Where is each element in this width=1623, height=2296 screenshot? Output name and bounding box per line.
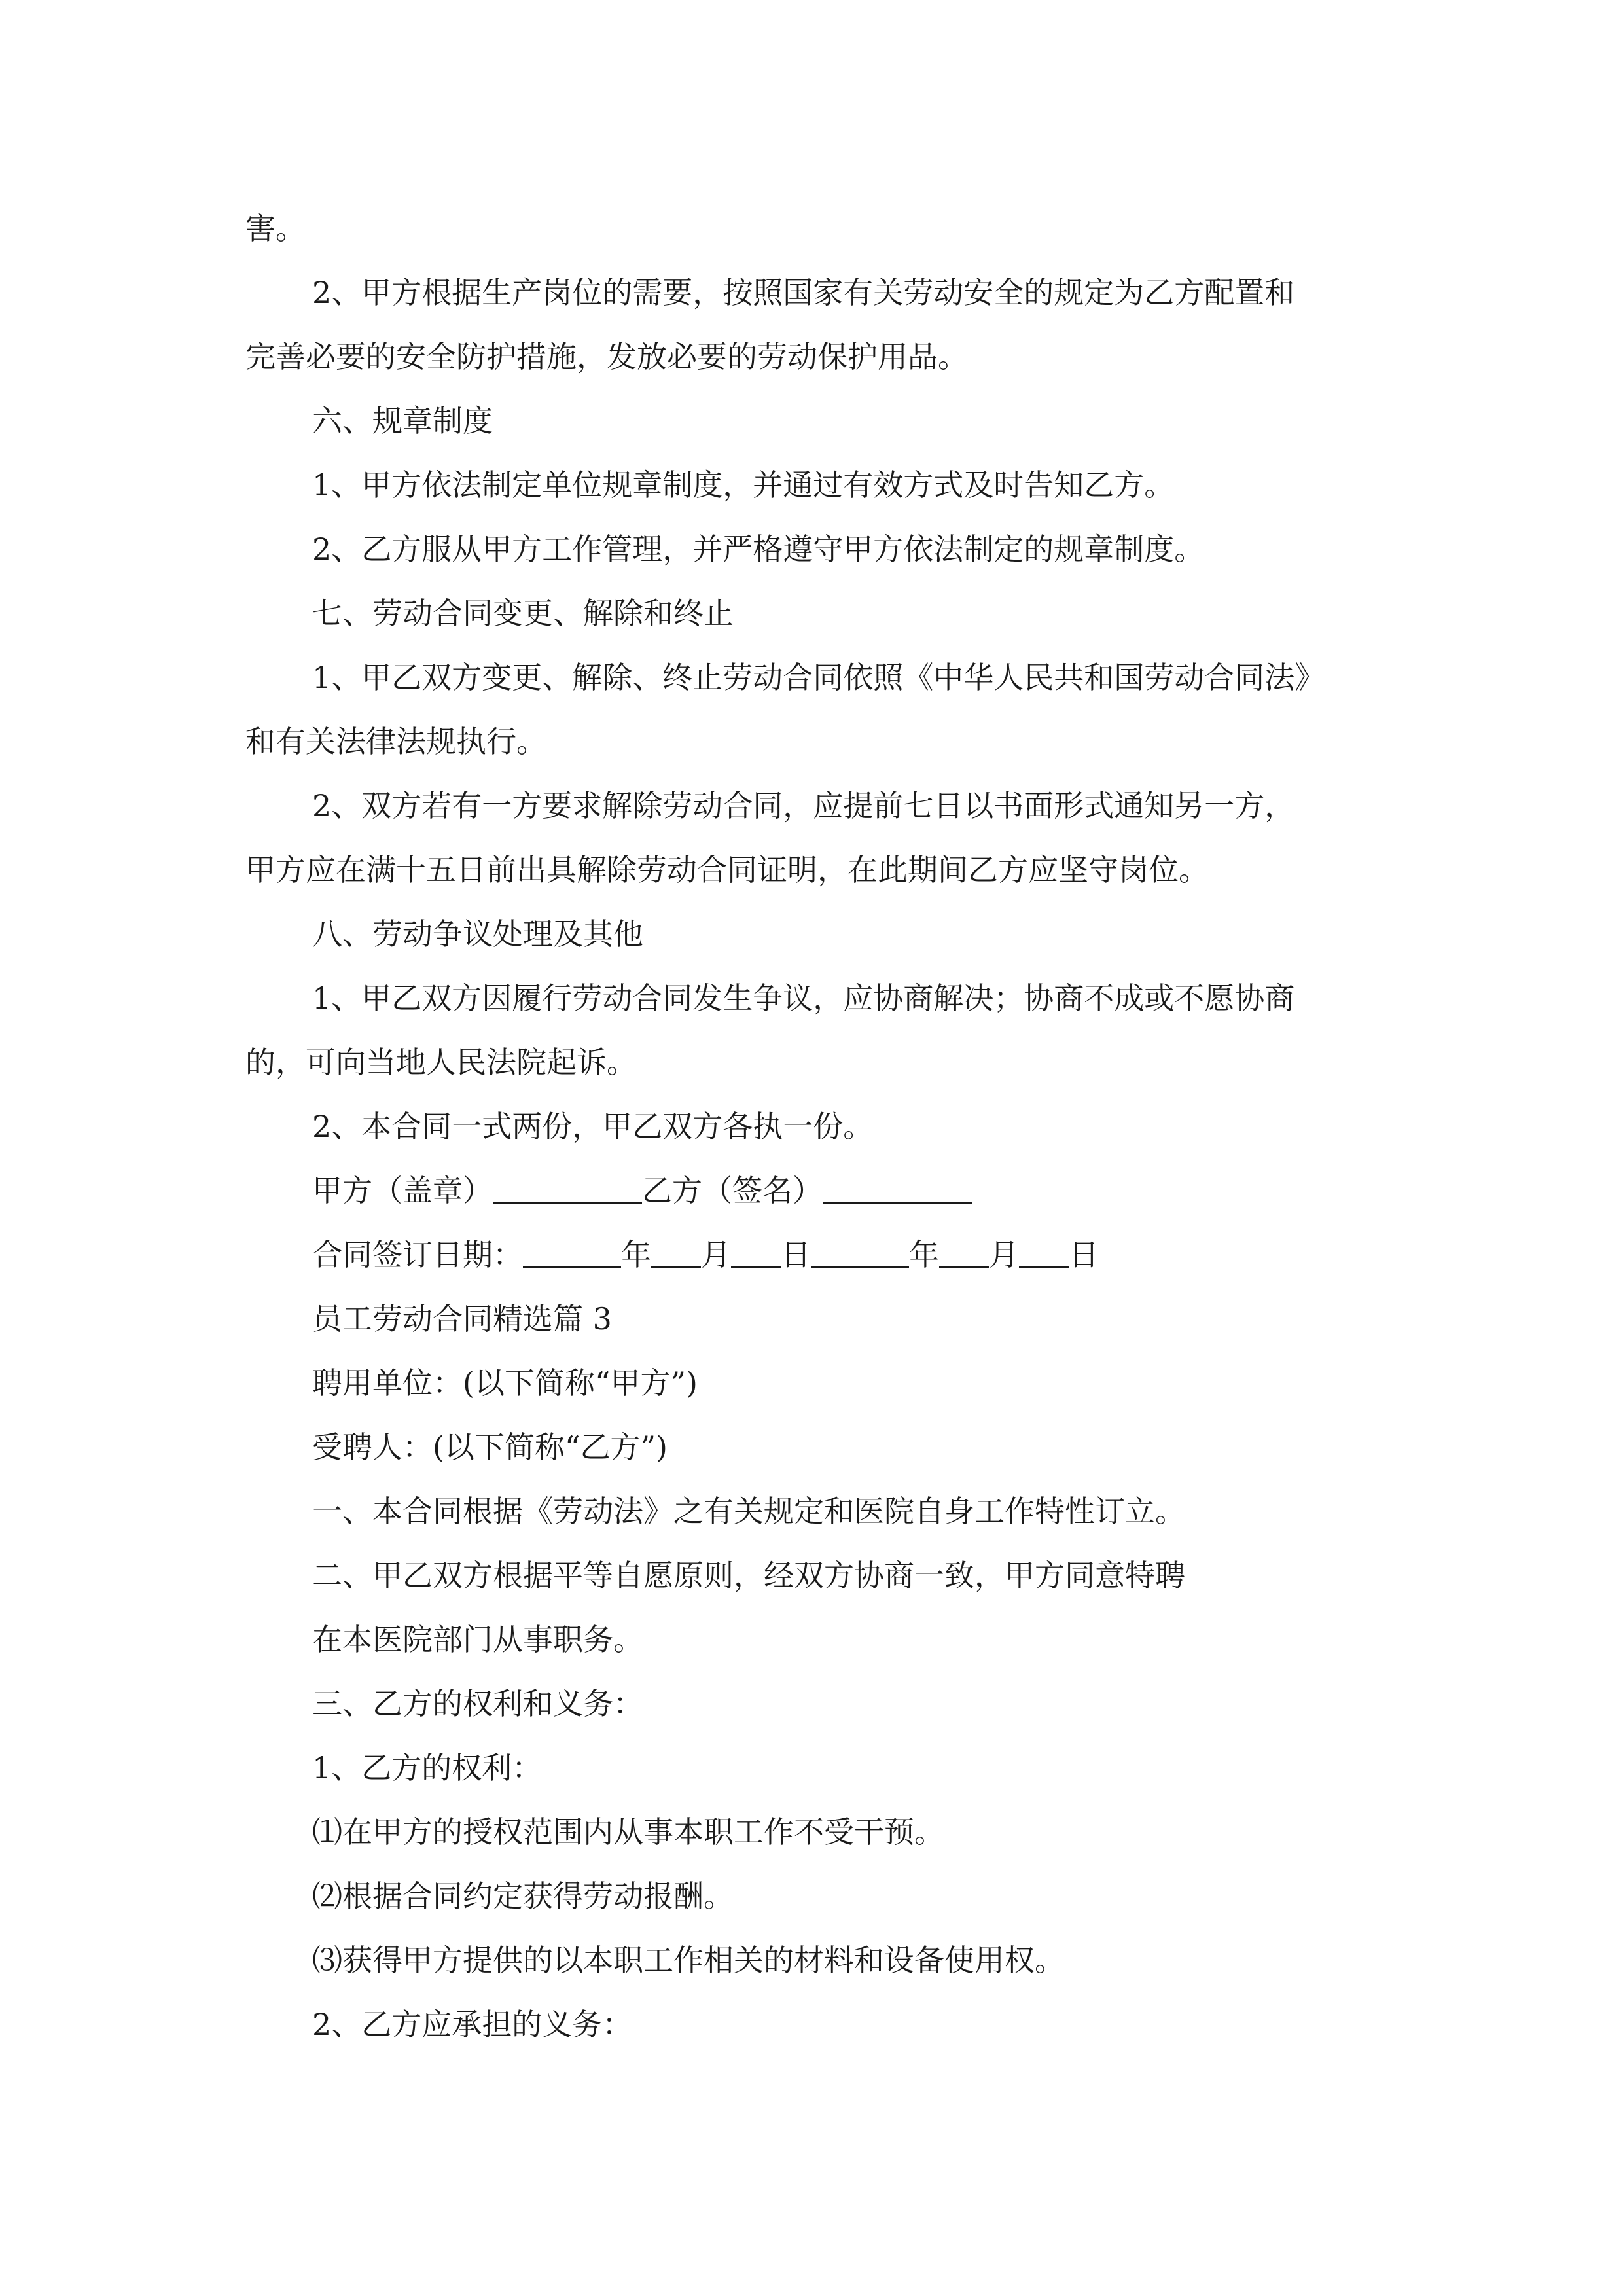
paragraph-line: 2、乙方应承担的义务： [312,2007,633,2042]
paragraph-line: 完善必要的安全防护措施，发放必要的劳动保护用品。 [245,339,968,374]
year-blank-2 [811,1240,909,1268]
day-label-2: 日 [1069,1237,1099,1272]
date-label: 合同签订日期： [312,1237,523,1272]
paragraph-line: 一、本合同根据《劳动法》之有关规定和医院自身工作特性订立。 [312,1494,1185,1529]
section-heading: 三、乙方的权利和义务： [312,1686,643,1721]
list-item: ⑴在甲方的授权范围内从事本职工作不受干预。 [312,1814,944,1850]
paragraph-line: 二、甲乙双方根据平等自愿原则，经双方协商一致，甲方同意特聘 [312,1558,1185,1593]
paragraph-line: 甲方应在满十五日前出具解除劳动合同证明，在此期间乙方应坚守岗位。 [245,852,1209,888]
paragraph-line: 和有关法律法规执行。 [245,724,546,759]
paragraph-line: 在本医院部门从事职务。 [312,1622,643,1657]
paragraph-line: 1、甲乙双方因履行劳动合同发生争议，应协商解决；协商不成或不愿协商 [312,980,1295,1016]
day-blank-2 [1019,1240,1069,1268]
section-heading: 六、规章制度 [312,403,493,439]
day-blank [731,1240,781,1268]
paragraph-line: 1、甲方依法制定单位规章制度，并通过有效方式及时告知乙方。 [312,467,1175,503]
section-heading: 八、劳动争议处理及其他 [312,916,643,952]
paragraph-line: 2、本合同一式两份，甲乙双方各执一份。 [312,1109,874,1144]
party-b-blank [823,1176,972,1204]
article-title: 员工劳动合同精选篇 3 [312,1301,612,1336]
paragraph-line: 聘用单位：(以下简称“甲方”) [312,1365,698,1401]
section-heading: 七、劳动合同变更、解除和终止 [312,596,734,631]
month-blank [651,1240,701,1268]
paragraph-line: 的，可向当地人民法院起诉。 [245,1045,637,1080]
paragraph-line: 受聘人：(以下简称“乙方”) [312,1429,668,1465]
signing-date-line [245,1223,1397,1287]
party-a-label: 甲方（盖章） [312,1173,493,1208]
list-item: ⑶获得甲方提供的以本职工作相关的材料和设备使用权。 [312,1943,1065,1978]
signature-line [245,1158,1397,1223]
paragraph-line: 2、甲方根据生产岗位的需要，按照国家有关劳动安全的规定为乙方配置和 [312,275,1295,310]
paragraph-line: 1、乙方的权利： [312,1750,543,1785]
paragraph-line: 2、乙方服从甲方工作管理，并严格遵守甲方依法制定的规章制度。 [312,531,1205,567]
month-label: 月 [701,1237,731,1272]
year-label: 年 [621,1237,651,1272]
month-blank-2 [939,1240,989,1268]
document-body [245,196,1397,2056]
party-b-label: 乙方（签名） [642,1173,823,1208]
month-label-2: 月 [989,1237,1019,1272]
day-label: 日 [781,1237,811,1272]
paragraph-line: 害。 [245,211,306,246]
party-a-blank [493,1176,642,1204]
list-item: ⑵根据合同约定获得劳动报酬。 [312,1878,734,1914]
year-label-2: 年 [909,1237,939,1272]
paragraph-line: 2、双方若有一方要求解除劳动合同，应提前七日以书面形式通知另一方， [312,788,1295,823]
paragraph-line: 1、甲乙双方变更、解除、终止劳动合同依照《中华人民共和国劳动合同法》 [312,660,1325,695]
year-blank [523,1240,621,1268]
